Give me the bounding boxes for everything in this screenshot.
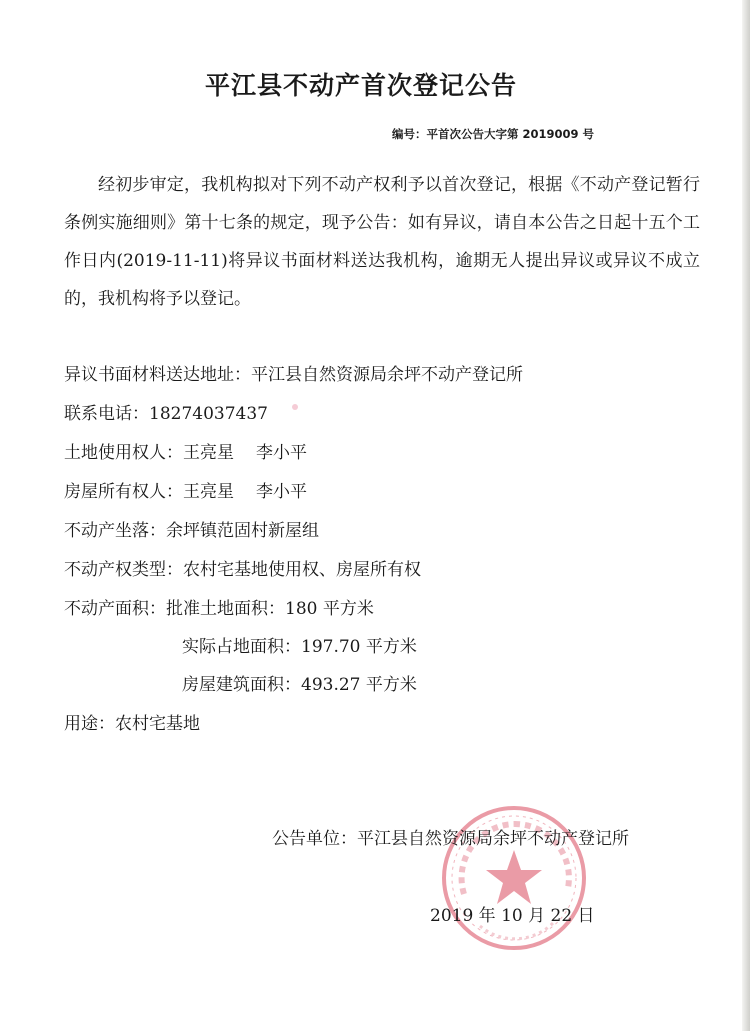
right-type-label: 不动产权类型： xyxy=(64,560,183,580)
building-area: 房屋建筑面积：493.27 平方米 xyxy=(182,675,417,695)
official-seal-icon xyxy=(434,798,594,958)
house-owner-1: 王亮星 xyxy=(183,482,234,502)
phone-row xyxy=(64,399,268,424)
house-owner-label: 房屋所有权人： xyxy=(64,482,183,502)
location-row xyxy=(64,516,319,541)
land-user-2: 李小平 xyxy=(256,443,307,463)
actual-land-area: 实际占地面积：197.70 平方米 xyxy=(182,637,417,657)
location-label: 不动产坐落： xyxy=(64,521,166,541)
issuer-line: 公告单位：平江县自然资源局余坪不动产登记所 xyxy=(272,829,629,849)
objection-address-value: 平江县自然资源局余坪不动产登记所 xyxy=(251,365,523,385)
right-type-value: 农村宅基地使用权、房屋所有权 xyxy=(183,560,421,580)
area-row xyxy=(64,594,374,619)
usage-row xyxy=(64,709,200,734)
document-number: 编号：平首次公告大字第 2019009 号 xyxy=(392,127,595,141)
land-user-label: 土地使用权人： xyxy=(64,443,183,463)
page-edge xyxy=(742,0,750,1031)
location-value: 余坪镇范固村新屋组 xyxy=(166,521,319,541)
usage-value: 农村宅基地 xyxy=(115,714,200,734)
phone-value: 18274037437 xyxy=(149,404,268,424)
land-user-1: 王亮星 xyxy=(183,443,234,463)
objection-address-row xyxy=(64,360,523,385)
phone-label: 联系电话： xyxy=(64,404,149,424)
ink-speck xyxy=(292,404,298,410)
area-label: 不动产面积： xyxy=(64,599,166,619)
usage-label: 用途： xyxy=(64,714,115,734)
house-owner-2: 李小平 xyxy=(256,482,307,502)
right-type-row xyxy=(64,555,421,580)
notice-title: 平江县不动产首次登记公告 xyxy=(204,71,517,100)
approved-land-area: 批准土地面积：180 平方米 xyxy=(166,599,374,619)
land-user-row xyxy=(64,438,307,463)
objection-address-label: 异议书面材料送达地址： xyxy=(64,365,251,385)
notice-body: 经初步审定，我机构拟对下列不动产权利予以首次登记，根据《不动产登记暂行条例实施细则》第十七条的规定，现予公告：如有异议，请自本公告之日起十五个工作日内(2019-11-11)将异议书面材料送达我机构，逾期无人提出异议或异议不成立的，我机构将予以登记。 xyxy=(64,175,700,309)
house-owner-row xyxy=(64,477,307,502)
issue-date: 2019 年 10 月 22 日 xyxy=(430,906,595,926)
